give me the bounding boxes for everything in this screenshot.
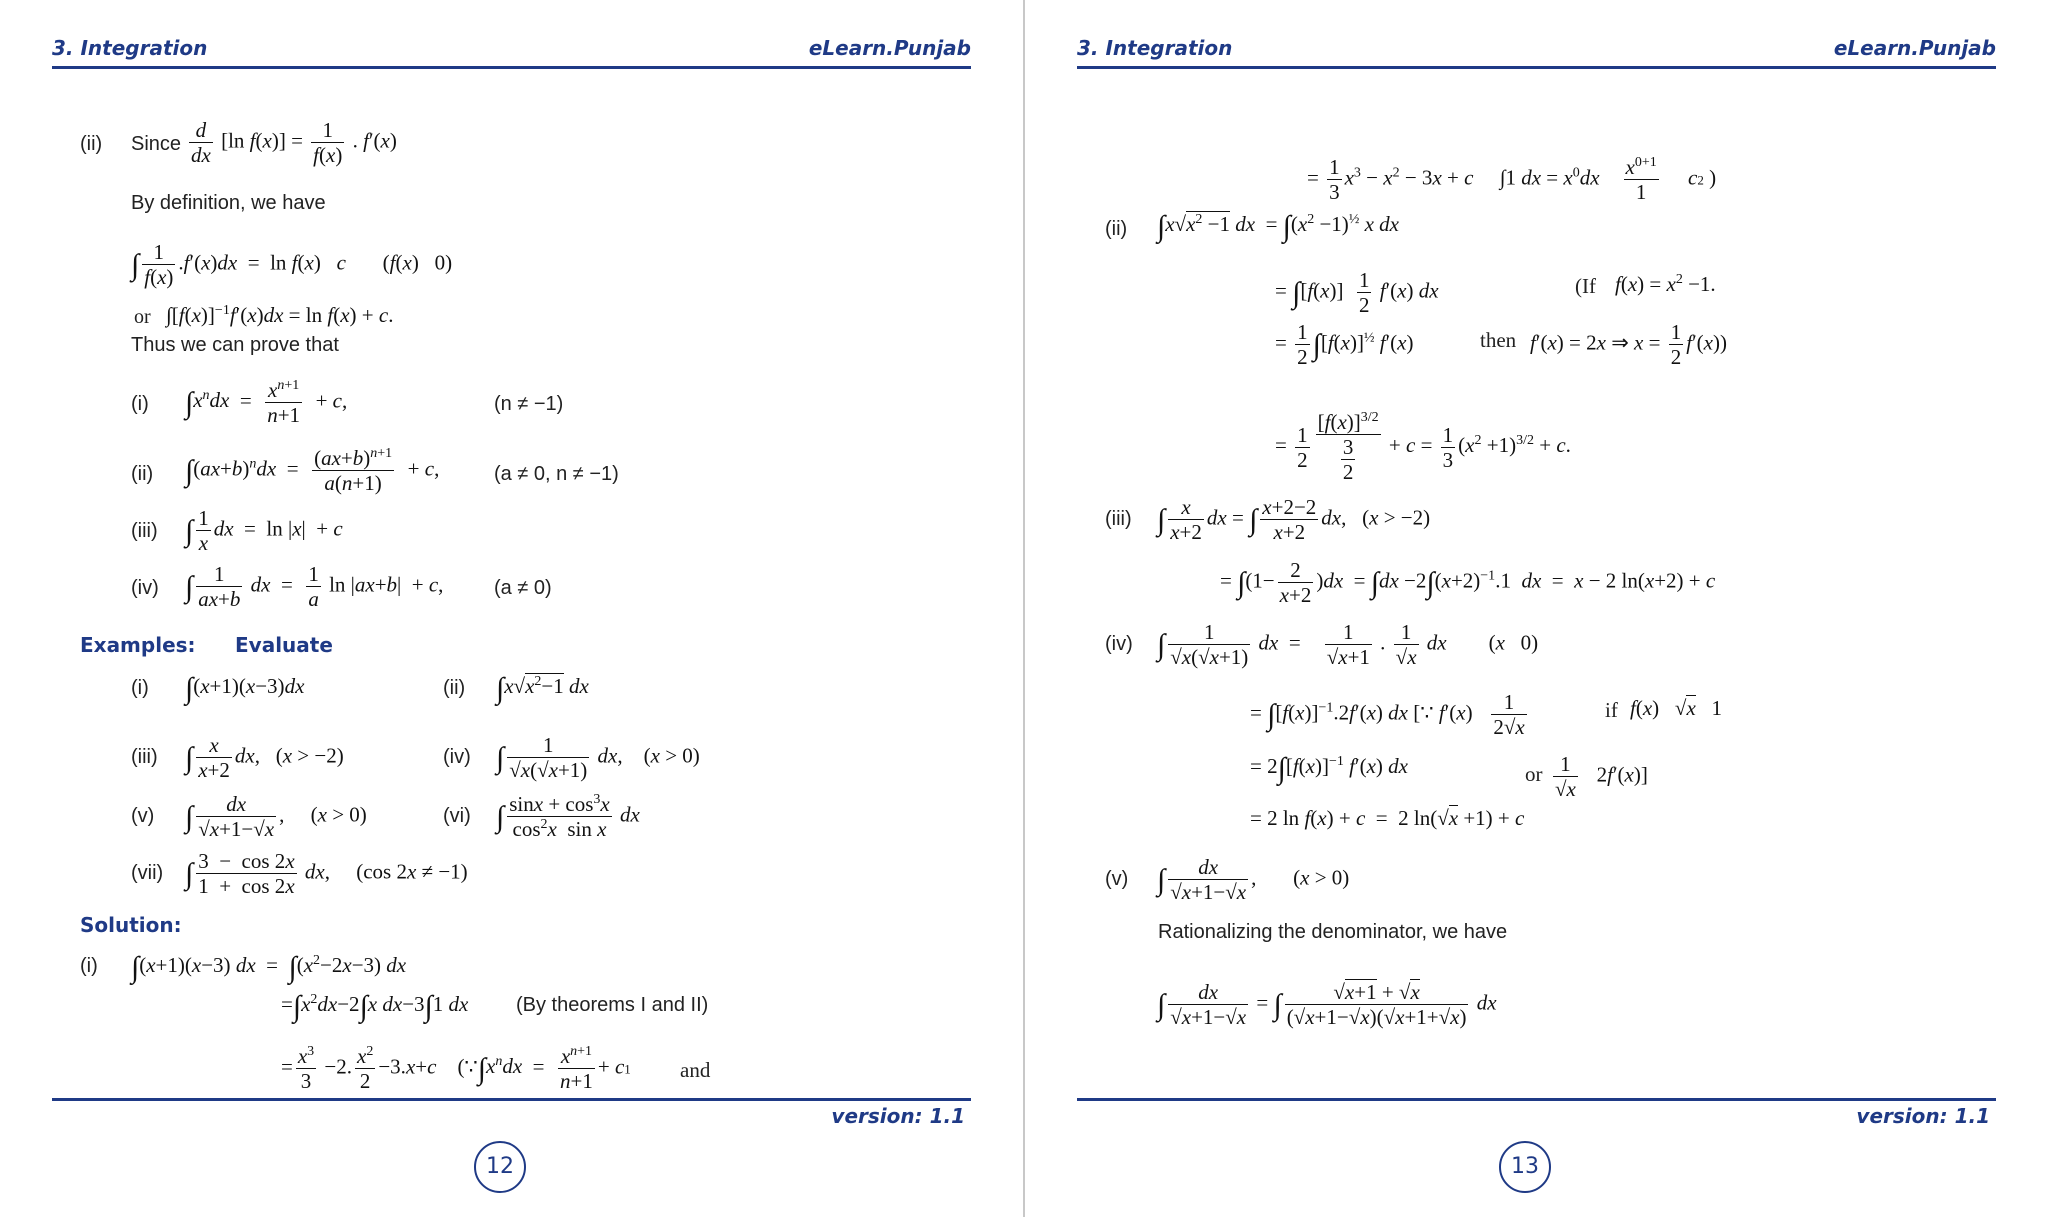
solution-label: (i) [80,955,98,977]
part-v-line-2: ∫ $\frac{dx}{√x+1-√x}$ = ∫ $\frac{√x+1 + √x}{(√x+1-√x)(√x+1+√x)}$ dx [1157,980,1497,1030]
example-label: (v) [131,805,155,827]
formula-log-linear: ∫ $\frac{1}{ax+b}$ dx = $\frac{1}{a}$ ln |ax+b| + c, [185,562,444,612]
example-ii: $\int x√x^2-1$ dx [496,672,589,705]
example-iii: ∫ $\frac{x}{x+2}$ dx, (x > −2) [185,733,344,783]
page-footer [52,1098,971,1131]
and-word: and [680,1058,711,1082]
formula-condition: (a ≠ 0, n ≠ −1) [494,463,619,485]
example-label: (vii) [131,862,164,884]
page-footer [1077,1098,1996,1131]
or-condition: $\frac{1}{√x}$ 2f′(x)] [1555,752,1648,802]
example-v: ∫ $\frac{dx}{√x+1-√x}$ , (x > 0) [185,792,367,842]
site-name: eLearn.Punjab [1833,36,1996,60]
if-text: if [1605,698,1618,722]
if-condition: $f(x) = x^2 -1$. [1615,272,1716,296]
formula-label: (i) [131,393,149,415]
page-header [52,34,971,69]
page-right [1025,0,2048,1217]
example-label: (vi) [443,805,471,827]
formula-log: ∫ $\frac{1}{x}$ dx = ln |x| + c [185,506,343,556]
part-label: (iii) [1105,508,1132,530]
formula-condition: (n ≠ −1) [494,393,564,415]
chapter-title: 3. Integration [1077,36,1233,60]
example-label: (ii) [443,677,466,699]
example-label: (i) [131,677,149,699]
formula-linear-power: $\int(ax+b)^ndx$ = $\frac{(ax+b)^{n+1}}{a(n+1)}$ + c, [185,446,440,496]
version-label: version: 1.1 [1856,1104,1990,1128]
derivative-statement: $\frac{d}{dx}$ [ln f(x)] = $\frac{1}{f(x)}$ . f′(x) [191,118,397,168]
formula-label: (iv) [131,577,159,599]
evaluate-heading: Evaluate [235,633,333,657]
then-text: then [1480,328,1517,352]
by-definition-text: By definition, we have [131,192,326,214]
part-label: (iv) [1105,633,1133,655]
part-label: (ii) [80,133,103,155]
or-label: or [134,306,151,328]
page-number: 12 [474,1141,526,1193]
formula-label: (iii) [131,520,158,542]
part-v-line-1: ∫ $\frac{dx}{√x+1-√x}$ , (x > 0) [1157,855,1350,905]
solution-heading: Solution: [80,913,182,937]
page-left [0,0,1023,1217]
part-label: (ii) [1105,218,1128,240]
part-ii-line-3: = $\frac{1}{2}$ $\int[f(x)]^{\frac{1}{2}}$ f′(x) [1275,320,1414,370]
solution-line-2: $=\int x^2dx-2\int x$ dx−3∫1 dx [281,990,469,1023]
example-vi: ∫ $\frac{\sin x + \cos^3x}{\cos^2x \sin x}$ dx [496,792,640,842]
then-condition: f′(x) = 2x ⇒ x = $\frac{1}{2}$ f′(x)) [1530,320,1727,370]
since-text: Since [131,133,182,155]
formula-power-rule: $\int x^ndx$ = $\frac{x^{n+1}}{n+1}$ + c, [185,378,348,428]
part-iii-line-1: ∫ $\frac{x}{x+2}$ dx = ∫ $\frac{x+2-2}{x+2}$ dx, (x > −2) [1157,495,1431,545]
or-text: or [1525,762,1543,786]
part-ii-line-2: = ∫[f(x)] $\frac{1}{2}$ f′(x) dx [1275,268,1439,318]
solution-line-3: = $\frac{x^3}{3}$ −2. $\frac{x^2}{2}$ −3.x+c ($\because\int x^ndx$ = $\frac{x^{n+1}}{n+1}$ + c1 [281,1044,631,1094]
example-label: (iii) [131,746,158,768]
example-iv: ∫ $\frac{1}{√x(√x+1)}$ dx, (x > 0) [496,733,700,783]
solution-line-1: ∫(x+1)(x−3) dx = $\int(x^2-2x-3)$ dx [131,951,407,984]
eq-continued: = $\frac{1}{3}$ $x^3 - x^2 - 3x + c$ ∫1 dx = $x^0dx$ $\frac{x^{0+1}}{1}$ c2 ) [1307,155,1717,205]
chapter-title: 3. Integration [52,36,208,60]
part-iv-line-3: = $2\int[f(x)]^{-1}$ f′(x) dx [1250,752,1408,785]
examples-heading: Examples: [80,633,196,657]
part-ii-result: = $\frac{1}{2}$ $\frac{[f(x)]^{3/2}}{\frac{3}{2}}$ + c = $\frac{1}{3}$ $(x^2 +1)^{3/2} + c$. [1275,410,1571,485]
rationalizing-text: Rationalizing the denominator, we have [1158,921,1508,943]
page-header [1077,34,1996,69]
example-label: (iv) [443,746,471,768]
definition-equation: ∫ $\frac{1}{f(x)}$ .f′(x)dx = ln f(x) c (f(x) 0) [131,240,453,290]
formula-label: (ii) [131,463,154,485]
example-vii: ∫ $\frac{3 - \cos 2x}{1 + \cos 2x}$ dx, (cos 2x ≠ −1) [185,849,468,899]
site-name: eLearn.Punjab [808,36,971,60]
if-text: (If [1575,274,1596,298]
page-number: 13 [1499,1141,1551,1193]
formula-condition: (a ≠ 0) [494,577,552,599]
part-label: (v) [1105,868,1129,890]
if-condition: f(x) √x 1 [1630,696,1723,720]
part-iii-line-2: = ∫(1− $\frac{2}{x+2}$ )$dx = \int dx -2\int(x+2)^{-1}.1$ dx = x − 2 ln(x+2) + c [1220,558,1716,608]
by-theorems-note: (By theorems I and II) [516,994,709,1016]
or-equation: $\int[f(x)]^{-1}f'(x)dx = \ln f(x) + c$. [166,303,394,327]
version-label: version: 1.1 [831,1104,965,1128]
part-iv-line-1: ∫ $\frac{1}{√x(√x+1)}$ dx = $\frac{1}{√x+1}$ . $\frac{1}{√x}$ dx (x 0) [1157,620,1539,670]
example-i: ∫(x+1)(x−3)dx [185,672,305,705]
part-iv-line-2: = $\int[f(x)]^{-1}.2f'(x)$ dx [∵ f′(x) $\frac{1}{2√x}$ [1250,690,1525,740]
thus-text: Thus we can prove that [131,334,339,356]
part-iv-result: = 2 ln f(x) + c = 2 ln(√x +1) + c [1250,806,1525,830]
part-ii-line-1: $\int x√x^2 -1$ dx = $\int(x^2 -1)^{\frac{1}{2}}$ x dx [1157,210,1399,243]
